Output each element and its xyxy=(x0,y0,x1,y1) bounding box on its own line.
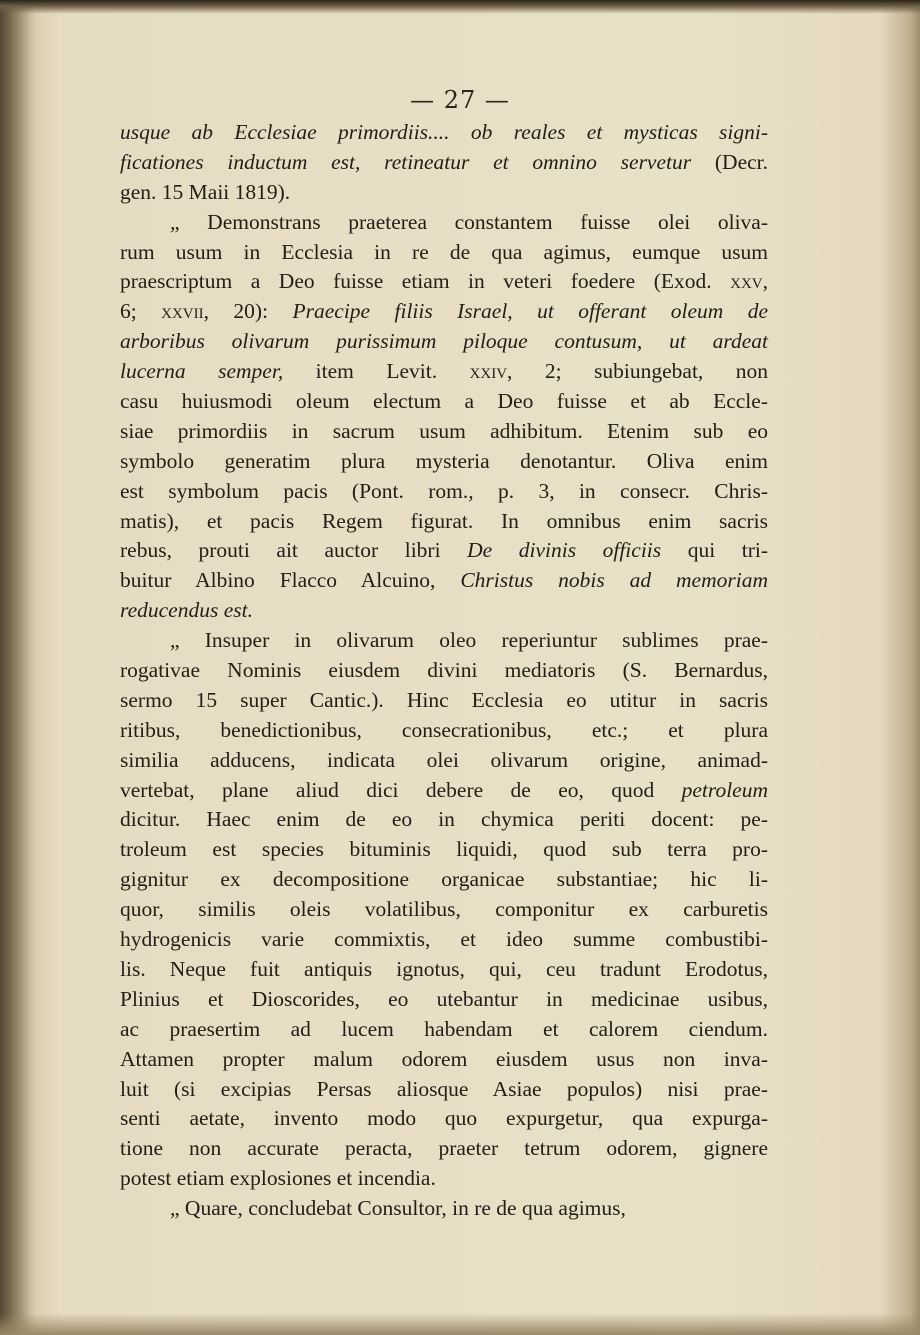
text-run: Attamen propter malum odorem eiusdem usus non inva- xyxy=(120,1046,768,1071)
text-run: praescriptum a Deo fuisse etiam in veteri foedere (Exod. xyxy=(120,269,731,294)
text-run: xxiv xyxy=(469,359,508,384)
text-run: est symbolum pacis (Pont. rom., p. 3, in consecr. Chris- xyxy=(120,478,768,503)
text-line xyxy=(120,925,768,955)
text-run: gignitur ex decompositione organicae substantiae; hic li- xyxy=(120,867,768,892)
text-line xyxy=(120,716,768,746)
book-gutter-shadow xyxy=(0,0,36,1335)
text-run: tione non accurate peracta, praeter tetrum odorem, gignere xyxy=(120,1136,768,1161)
text-line xyxy=(120,477,768,507)
text-line xyxy=(120,327,768,357)
text-line xyxy=(120,148,768,178)
text-run: rogativae Nominis eiusdem divini mediatoris (S. Bernardus, xyxy=(120,658,768,683)
text-run: Plinius et Dioscorides, eo utebantur in medicinae usibus, xyxy=(120,986,768,1011)
paragraph xyxy=(120,1194,768,1224)
text-line xyxy=(120,1015,768,1045)
page-bottom-edge xyxy=(0,1313,920,1335)
text-run: Praecipe filiis Israel, ut offerant oleum de xyxy=(292,299,768,324)
text-run: , 20): xyxy=(203,299,293,324)
text-run: luit (si excipias Persas aliosque Asiae populos) nisi prae- xyxy=(120,1076,768,1101)
text-line xyxy=(120,1134,768,1164)
page-number: — 27 — xyxy=(410,86,510,114)
text-run: symbolo generatim plura mysteria denotantur. Oliva enim xyxy=(120,448,768,473)
text-run: xxvii xyxy=(161,299,204,324)
text-line xyxy=(120,596,768,626)
text-run: lis. Neque fuit antiquis ignotus, qui, ceu tradunt Erodotus, xyxy=(120,956,768,981)
text-line xyxy=(120,656,768,686)
text-line xyxy=(120,178,768,208)
text-run: troleum est species bituminis liquidi, quod sub terra pro- xyxy=(120,837,768,862)
text-run: (Decr. xyxy=(691,149,769,174)
text-line xyxy=(120,357,768,387)
text-run: similia adducens, indicata olei olivarum origine, animad- xyxy=(120,747,768,772)
text-run: ac praesertim ad lucem habendam et calorem ciendum. xyxy=(120,1016,768,1041)
page-top-edge xyxy=(0,0,920,14)
paragraph xyxy=(120,118,768,208)
text-run: rebus, prouti ait auctor libri xyxy=(120,538,468,563)
text-line xyxy=(120,955,768,985)
text-run: „ Demonstrans praeterea constantem fuisse olei oliva- xyxy=(170,209,768,234)
text-run: ficationes inductum est, retineatur et omnino servetur xyxy=(120,149,692,174)
text-run: hydrogenicis varie commixtis, et ideo summe combustibi- xyxy=(120,927,768,952)
text-line xyxy=(120,746,768,776)
text-run: matis), et pacis Regem figurat. In omnibus enim sacris xyxy=(120,508,768,533)
text-run: , 2; subiungebat, non xyxy=(507,359,768,384)
text-line xyxy=(120,417,768,447)
text-run: sermo 15 super Cantic.). Hinc Ecclesia eo utitur in sacris xyxy=(120,687,768,712)
text-line xyxy=(120,895,768,925)
text-line xyxy=(120,1164,768,1194)
text-run: dicitur. Haec enim de eo in chymica periti docent: pe- xyxy=(120,807,768,832)
text-run: item Levit. xyxy=(283,359,470,384)
text-line xyxy=(120,776,768,806)
text-line xyxy=(120,835,768,865)
text-line xyxy=(120,267,768,297)
text-run: petroleum xyxy=(681,777,768,802)
text-run: lucerna semper, xyxy=(120,359,284,384)
paragraph xyxy=(120,626,768,1194)
text-run: 6; xyxy=(120,299,162,324)
text-line xyxy=(120,208,768,238)
text-line xyxy=(120,805,768,835)
paragraph xyxy=(120,208,768,626)
text-line xyxy=(120,985,768,1015)
text-run: vertebat, plane aliud dici debere de eo, quod xyxy=(120,777,682,802)
text-run: potest etiam explosiones et incendia. xyxy=(120,1166,436,1191)
text-run: Christus nobis ad memoriam xyxy=(460,568,768,593)
text-run: rum usum in Ecclesia in re de qua agimus, eumque usum xyxy=(120,239,768,264)
text-line xyxy=(120,865,768,895)
text-run: „ Insuper in olivarum oleo reperiuntur sublimes prae- xyxy=(170,628,768,653)
text-run: „ Quare, concludebat Consultor, in re de qua agimus, xyxy=(170,1196,626,1221)
text-run: usque ab Ecclesiae primordiis.... ob reales et mysticas signi- xyxy=(120,120,768,144)
text-run: ritibus, benedictionibus, consecrationibus, etc.; et plura xyxy=(120,717,768,742)
text-line xyxy=(120,507,768,537)
text-run: siae primordiis in sacrum usum adhibitum. Etenim sub eo xyxy=(120,418,768,443)
text-line xyxy=(120,238,768,268)
text-run: xxv xyxy=(730,269,763,294)
text-run: qui tri- xyxy=(661,538,768,563)
text-line xyxy=(120,447,768,477)
text-line xyxy=(120,1045,768,1075)
text-line xyxy=(120,626,768,656)
text-run: gen. 15 Maii 1819). xyxy=(120,179,291,204)
text-line xyxy=(120,387,768,417)
text-run: casu huiusmodi oleum electum a Deo fuisse et ab Eccle- xyxy=(120,389,768,414)
text-line xyxy=(120,1104,768,1134)
text-run: arboribus olivarum purissimum piloque contusum, ut ardeat xyxy=(120,329,768,354)
text-line xyxy=(120,1075,768,1105)
text-line xyxy=(120,686,768,716)
text-run: , xyxy=(762,269,768,294)
text-line xyxy=(120,297,768,327)
text-line xyxy=(120,118,768,148)
text-run: senti aetate, invento modo quo expurgetur, qua expurga- xyxy=(120,1106,768,1131)
text-line xyxy=(120,536,768,566)
text-line xyxy=(120,566,768,596)
text-run: buitur Albino Flacco Alcuino, xyxy=(120,568,461,593)
text-run: De divinis officiis xyxy=(467,538,662,563)
body-text xyxy=(120,118,768,1224)
text-run: quor, similis oleis volatilibus, componitur ex carburetis xyxy=(120,897,768,922)
text-run: reducendus est. xyxy=(120,598,253,623)
text-line xyxy=(120,1194,768,1224)
